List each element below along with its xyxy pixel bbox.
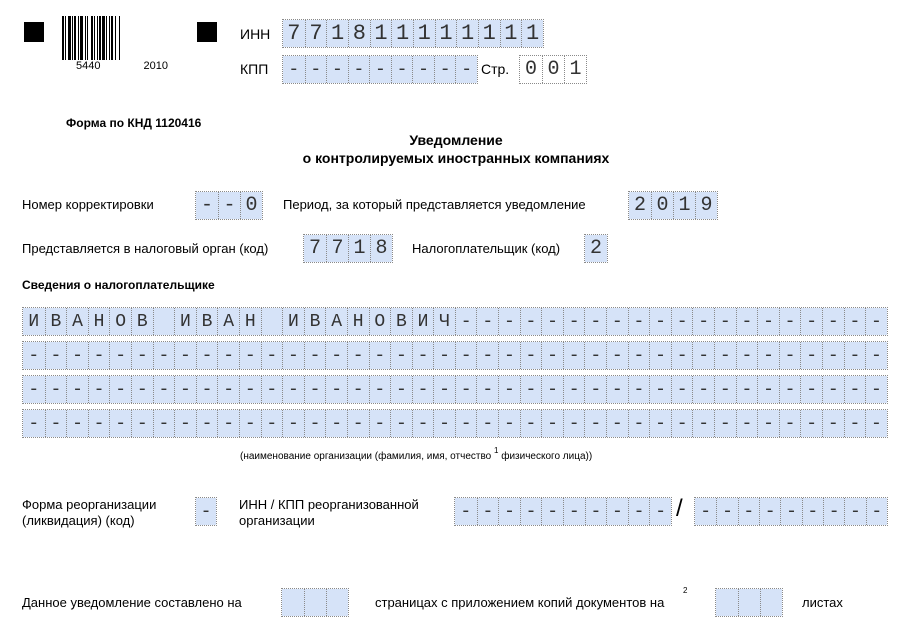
char-cell: - <box>23 376 45 403</box>
char-cell: Н <box>347 308 369 335</box>
char-cell: - <box>823 498 844 525</box>
char-cell: 1 <box>391 20 413 47</box>
char-cell: - <box>391 56 413 83</box>
char-cell: - <box>584 376 606 403</box>
char-cell: - <box>325 342 347 369</box>
char-cell: - <box>412 410 434 437</box>
pages-label: Данное уведомление составлено на <box>22 595 242 610</box>
char-cell: - <box>865 308 887 335</box>
char-cell: - <box>88 342 110 369</box>
char-cell: - <box>174 342 196 369</box>
char-cell: - <box>369 376 391 403</box>
name-caption-text-end: физического лица)) <box>501 451 593 462</box>
char-cell: - <box>606 376 628 403</box>
alignment-marker-left <box>24 22 44 42</box>
char-cell: - <box>541 410 563 437</box>
char-cell: - <box>779 376 801 403</box>
reorg-inn-field[interactable] <box>454 497 672 526</box>
char-cell: - <box>757 376 779 403</box>
char-cell: - <box>109 410 131 437</box>
char-cell: 8 <box>348 20 370 47</box>
char-cell: В <box>390 308 412 335</box>
char-cell: - <box>283 56 305 83</box>
char-cell: - <box>153 376 175 403</box>
char-cell: - <box>282 342 304 369</box>
name-line-3[interactable] <box>22 375 888 404</box>
attach-footnote: 2 <box>683 586 688 595</box>
char-cell: - <box>498 376 520 403</box>
char-cell: - <box>695 498 716 525</box>
char-cell <box>738 589 760 616</box>
char-cell: - <box>628 342 650 369</box>
char-cell: - <box>563 342 585 369</box>
char-cell: - <box>433 342 455 369</box>
char-cell: - <box>822 410 844 437</box>
char-cell: - <box>541 498 563 525</box>
char-cell: - <box>45 342 67 369</box>
char-cell: - <box>66 342 88 369</box>
char-cell: - <box>844 376 866 403</box>
char-cell: Ч <box>433 308 455 335</box>
char-cell: - <box>649 308 671 335</box>
char-cell: 7 <box>326 235 348 262</box>
char-cell: И <box>282 308 304 335</box>
char-cell: - <box>347 376 369 403</box>
char-cell: - <box>455 308 477 335</box>
char-cell: - <box>520 342 542 369</box>
name-line-4[interactable] <box>22 409 888 438</box>
char-cell: - <box>563 376 585 403</box>
correction-label: Номер корректировки <box>22 197 154 212</box>
reorg-label-line-1: Форма реорганизации <box>22 497 157 512</box>
char-cell: - <box>714 342 736 369</box>
char-cell: 0 <box>651 192 673 219</box>
char-cell: 7 <box>305 20 327 47</box>
char-cell: - <box>671 342 693 369</box>
char-cell: - <box>455 498 477 525</box>
tax-org-field[interactable] <box>303 234 393 263</box>
char-cell: - <box>239 376 261 403</box>
char-cell: - <box>477 498 499 525</box>
char-cell: - <box>455 56 477 83</box>
char-cell: - <box>304 376 326 403</box>
char-cell: - <box>239 342 261 369</box>
char-cell: - <box>606 308 628 335</box>
char-cell: - <box>736 376 758 403</box>
reorg-label-line-2: (ликвидация) (код) <box>22 513 135 528</box>
char-cell: - <box>800 410 822 437</box>
char-cell: - <box>584 410 606 437</box>
char-cell: - <box>131 410 153 437</box>
inn-field[interactable] <box>282 19 544 48</box>
alignment-marker-right <box>197 22 217 42</box>
char-cell: О <box>109 308 131 335</box>
char-cell: - <box>802 498 823 525</box>
char-cell: - <box>433 410 455 437</box>
char-cell: - <box>520 498 542 525</box>
char-cell: Н <box>239 308 261 335</box>
char-cell: - <box>325 376 347 403</box>
char-cell <box>760 589 782 616</box>
form-title <box>196 131 716 167</box>
char-cell: И <box>412 308 434 335</box>
char-cell <box>261 308 283 335</box>
char-cell: - <box>671 376 693 403</box>
char-cell: 1 <box>673 192 695 219</box>
reorg-inn-label-line-2: организации <box>239 513 315 528</box>
char-cell: 1 <box>500 20 522 47</box>
char-cell: - <box>390 410 412 437</box>
char-cell: - <box>865 342 887 369</box>
form-code: Форма по КНД 1120416 <box>66 116 202 130</box>
char-cell: - <box>455 376 477 403</box>
char-cell: - <box>865 376 887 403</box>
char-cell: - <box>606 498 628 525</box>
char-cell: - <box>541 308 563 335</box>
char-cell: - <box>671 410 693 437</box>
char-cell: - <box>563 498 585 525</box>
char-cell: - <box>563 410 585 437</box>
char-cell: - <box>822 376 844 403</box>
char-cell: - <box>476 410 498 437</box>
char-cell: - <box>541 376 563 403</box>
char-cell: 1 <box>521 20 543 47</box>
char-cell: - <box>88 376 110 403</box>
char-cell: - <box>520 376 542 403</box>
char-cell: - <box>325 410 347 437</box>
char-cell: И <box>23 308 45 335</box>
inn-label: ИНН <box>240 26 271 42</box>
char-cell: - <box>649 498 671 525</box>
char-cell <box>304 589 326 616</box>
char-cell: - <box>305 56 327 83</box>
period-field[interactable] <box>628 191 718 220</box>
char-cell: - <box>196 342 218 369</box>
char-cell: - <box>261 410 283 437</box>
title-line-1: Уведомление <box>409 132 503 148</box>
char-cell: 0 <box>520 56 542 83</box>
char-cell: - <box>692 342 714 369</box>
char-cell: - <box>498 308 520 335</box>
char-cell: - <box>606 342 628 369</box>
char-cell: В <box>131 308 153 335</box>
title-line-2: о контролируемых иностранных компаниях <box>302 150 610 166</box>
char-cell: О <box>369 308 391 335</box>
name-caption-text: (наименование организации (фамилия, имя, отчество <box>240 451 492 462</box>
char-cell <box>153 308 175 335</box>
char-cell: - <box>433 376 455 403</box>
name-line-2[interactable] <box>22 341 888 370</box>
char-cell: - <box>692 308 714 335</box>
sheets-label: листах <box>802 595 843 610</box>
char-cell: - <box>66 376 88 403</box>
char-cell: 1 <box>348 235 370 262</box>
char-cell: - <box>736 308 758 335</box>
name-caption-footnote: 1 <box>494 446 499 455</box>
char-cell <box>326 589 348 616</box>
char-cell: - <box>217 376 239 403</box>
char-cell: В <box>196 308 218 335</box>
char-cell: - <box>649 342 671 369</box>
char-cell: - <box>606 410 628 437</box>
char-cell: 1 <box>564 56 586 83</box>
kpp-label: КПП <box>240 61 269 77</box>
char-cell: - <box>131 376 153 403</box>
char-cell: 1 <box>435 20 457 47</box>
char-cell: - <box>649 376 671 403</box>
name-caption <box>240 446 593 462</box>
char-cell: - <box>628 308 650 335</box>
char-cell: В <box>304 308 326 335</box>
char-cell: - <box>282 376 304 403</box>
char-cell: - <box>196 410 218 437</box>
char-cell: - <box>23 342 45 369</box>
reorg-inn-label-line-1: ИНН / КПП реорганизованной <box>239 497 419 512</box>
char-cell: - <box>390 342 412 369</box>
char-cell: - <box>800 342 822 369</box>
period-label: Период, за который представляется уведомление <box>283 197 586 212</box>
char-cell: 1 <box>413 20 435 47</box>
char-cell: И <box>174 308 196 335</box>
char-cell: - <box>282 410 304 437</box>
char-cell: - <box>779 308 801 335</box>
page-label: Стр. <box>481 61 510 77</box>
char-cell: - <box>348 56 370 83</box>
barcode-bars <box>62 16 180 60</box>
char-cell: - <box>196 376 218 403</box>
reorg-kpp-field[interactable] <box>694 497 888 526</box>
char-cell: - <box>780 498 801 525</box>
char-cell: 1 <box>370 20 392 47</box>
barcode-number-left: 5440 <box>76 60 101 72</box>
char-cell: - <box>261 342 283 369</box>
char-cell: - <box>865 410 887 437</box>
reorg-code-field[interactable] <box>195 497 217 526</box>
char-cell: - <box>541 342 563 369</box>
char-cell: - <box>390 376 412 403</box>
char-cell: - <box>369 342 391 369</box>
taxpayer-field[interactable] <box>584 234 608 263</box>
char-cell: - <box>584 342 606 369</box>
char-cell: - <box>217 342 239 369</box>
char-cell: - <box>109 342 131 369</box>
reorg-inn-label <box>239 497 419 529</box>
barcode-bar <box>120 16 121 60</box>
char-cell: - <box>757 342 779 369</box>
char-cell: - <box>153 410 175 437</box>
char-cell: - <box>23 410 45 437</box>
char-cell: - <box>66 410 88 437</box>
char-cell: А <box>66 308 88 335</box>
char-cell: - <box>800 308 822 335</box>
char-cell: - <box>174 376 196 403</box>
char-cell: - <box>476 376 498 403</box>
char-cell: - <box>131 342 153 369</box>
char-cell: - <box>498 498 520 525</box>
char-cell: - <box>520 410 542 437</box>
char-cell: - <box>476 308 498 335</box>
char-cell: - <box>692 410 714 437</box>
char-cell: 0 <box>542 56 564 83</box>
info-heading: Сведения о налогоплательщике <box>22 278 215 292</box>
char-cell: - <box>45 376 67 403</box>
char-cell: - <box>239 410 261 437</box>
char-cell: - <box>88 410 110 437</box>
char-cell: - <box>412 56 434 83</box>
char-cell: 7 <box>304 235 326 262</box>
char-cell: - <box>800 376 822 403</box>
char-cell: - <box>779 342 801 369</box>
char-cell: - <box>347 342 369 369</box>
reorg-separator: / <box>676 495 683 522</box>
char-cell: - <box>628 410 650 437</box>
char-cell: А <box>325 308 347 335</box>
char-cell: - <box>261 376 283 403</box>
char-cell: 8 <box>370 235 392 262</box>
char-cell: - <box>649 410 671 437</box>
char-cell: - <box>844 342 866 369</box>
char-cell: 2 <box>585 235 607 262</box>
char-cell: - <box>369 56 391 83</box>
char-cell: - <box>757 308 779 335</box>
char-cell: - <box>520 308 542 335</box>
char-cell: 7 <box>283 20 305 47</box>
char-cell: - <box>45 410 67 437</box>
kpp-field[interactable] <box>282 55 478 84</box>
char-cell: 2 <box>629 192 651 219</box>
char-cell: - <box>476 342 498 369</box>
barcode-number-right: 2010 <box>143 60 168 72</box>
char-cell: - <box>347 410 369 437</box>
char-cell: - <box>714 410 736 437</box>
char-cell: А <box>217 308 239 335</box>
char-cell: - <box>304 342 326 369</box>
char-cell: - <box>822 342 844 369</box>
char-cell: - <box>671 308 693 335</box>
char-cell: - <box>455 342 477 369</box>
char-cell: - <box>692 376 714 403</box>
char-cell: - <box>822 308 844 335</box>
char-cell: 0 <box>240 192 262 219</box>
char-cell: - <box>844 410 866 437</box>
attach-label: страницах с приложением копий документов на <box>375 595 665 610</box>
char-cell: 1 <box>456 20 478 47</box>
char-cell: - <box>563 308 585 335</box>
char-cell: 1 <box>326 20 348 47</box>
char-cell <box>716 589 738 616</box>
char-cell: - <box>628 376 650 403</box>
char-cell: - <box>736 410 758 437</box>
char-cell: - <box>412 342 434 369</box>
char-cell: 1 <box>478 20 500 47</box>
char-cell: - <box>326 56 348 83</box>
char-cell: В <box>45 308 67 335</box>
char-cell: - <box>757 410 779 437</box>
attach-sheets-field[interactable] <box>715 588 783 617</box>
char-cell: - <box>866 498 887 525</box>
char-cell: - <box>738 498 759 525</box>
name-line-1[interactable] <box>22 307 888 336</box>
char-cell: Н <box>88 308 110 335</box>
char-cell: - <box>196 498 216 525</box>
char-cell: - <box>434 56 456 83</box>
char-cell: - <box>174 410 196 437</box>
char-cell: - <box>109 376 131 403</box>
char-cell: - <box>844 498 865 525</box>
page-number-field[interactable] <box>519 55 587 84</box>
char-cell: - <box>304 410 326 437</box>
char-cell: - <box>714 376 736 403</box>
reorg-label <box>22 497 156 529</box>
tax-org-label: Представляется в налоговый орган (код) <box>22 241 269 256</box>
char-cell: - <box>585 498 607 525</box>
taxpayer-label: Налогоплательщик (код) <box>412 241 561 256</box>
char-cell <box>282 589 304 616</box>
char-cell: - <box>498 342 520 369</box>
barcode <box>62 16 180 72</box>
char-cell: - <box>844 308 866 335</box>
char-cell: - <box>218 192 240 219</box>
char-cell: - <box>498 410 520 437</box>
char-cell: - <box>779 410 801 437</box>
correction-field[interactable] <box>195 191 263 220</box>
char-cell: 9 <box>695 192 717 219</box>
char-cell: - <box>716 498 737 525</box>
char-cell: - <box>217 410 239 437</box>
char-cell: - <box>369 410 391 437</box>
char-cell: - <box>584 308 606 335</box>
char-cell: - <box>455 410 477 437</box>
char-cell: - <box>714 308 736 335</box>
char-cell: - <box>736 342 758 369</box>
char-cell: - <box>196 192 218 219</box>
char-cell: - <box>153 342 175 369</box>
char-cell: - <box>628 498 650 525</box>
pages-field[interactable] <box>281 588 349 617</box>
char-cell: - <box>759 498 780 525</box>
char-cell: - <box>412 376 434 403</box>
